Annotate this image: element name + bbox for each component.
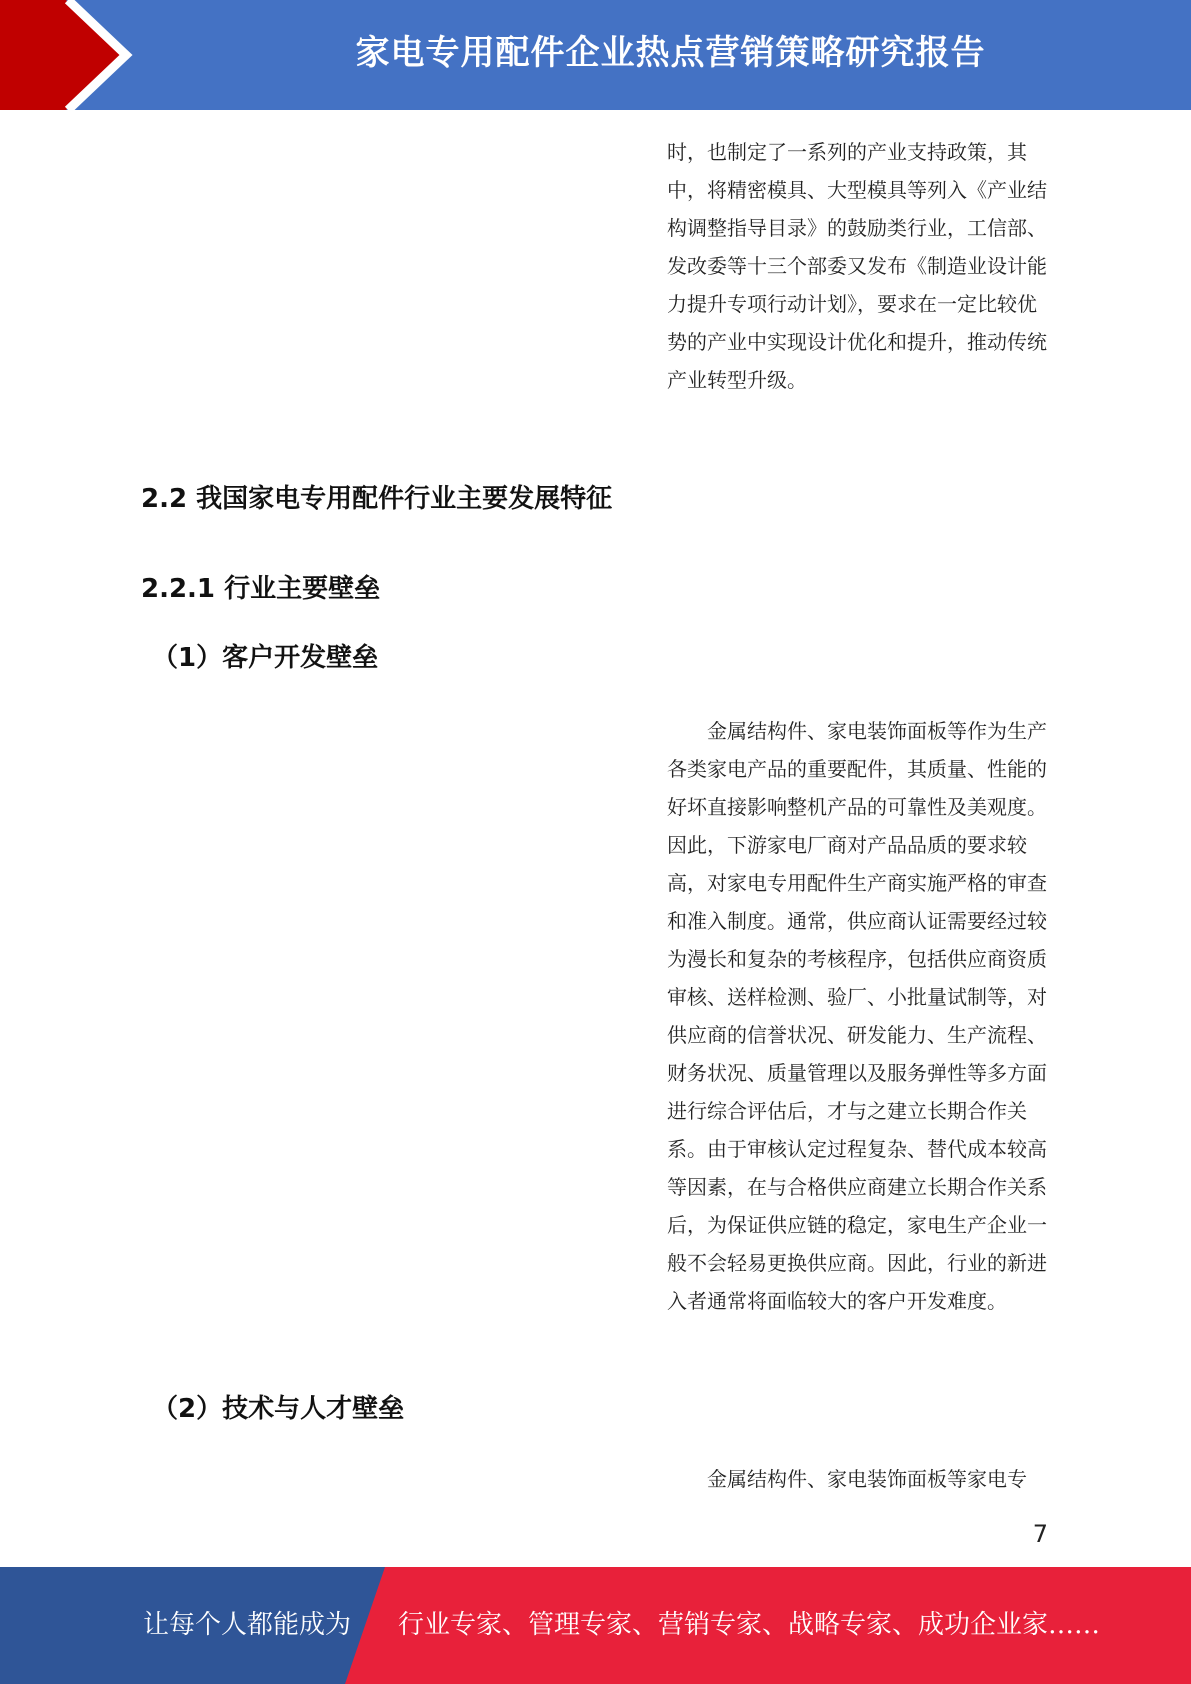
section-heading-2-2: 2.2 我国家电专用配件行业主要发展特征 [141,484,613,514]
paragraph-tech-barrier: 金属结构件、家电装饰面板等家电专 [707,1467,1027,1491]
subheading-tech-talent-barrier: （2）技术与人才壁垒 [152,1394,405,1424]
footer-slogan-left: 让每个人都能成为 [143,1610,352,1640]
subheading-customer-barrier: （1）客户开发壁垒 [152,643,379,673]
header-chevron-icon [0,0,160,110]
header-banner [0,0,1191,110]
report-title: 家电专用配件企业热点营销策略研究报告 [355,33,986,73]
paragraph-policy: 时，也制定了一系列的产业支持政策，其中，将精密模具、大型模具等列入《产业结构调整指导目录》的鼓励类行业，工信部、发改委等十三个部委又发布《制造业设计能力提升专项行动计划》，要求在一定比较优势的产业中实现设计优化和提升，推动传统产业转型升级。 [667,140,1047,392]
page-number: 7 [1032,1520,1048,1548]
footer-banner [0,1567,1191,1684]
section-heading-2-2-1: 2.2.1 行业主要壁垒 [141,574,381,604]
footer-slogan-right: 行业专家、管理专家、营销专家、战略专家、成功企业家…… [398,1610,1101,1640]
paragraph-customer-barrier: 金属结构件、家电装饰面板等作为生产各类家电产品的重要配件，其质量、性能的好坏直接影响整机产品的可靠性及美观度。因此，下游家电厂商对产品品质的要求较高，对家电专用配件生产商实施严格的审查和准入制度。通常，供应商认证需要经过较为漫长和复杂的考核程序，包括供应商资质审核、送样检测、验厂、小批量试制等，对供应商的信誉状况、研发能力、生产流程、财务状况、质量管理以及服务弹性等多方面进行综合评估后，才与之建立长期合作关系。由于审核认定过程复杂、替代成本较高等因素，在与合格供应商建立长期合作关系后，为保证供应链的稳定，家电生产企业一般不会轻易更换供应商。因此，行业的新进入者通常将面临较大的客户开发难度。 [667,719,1047,1313]
